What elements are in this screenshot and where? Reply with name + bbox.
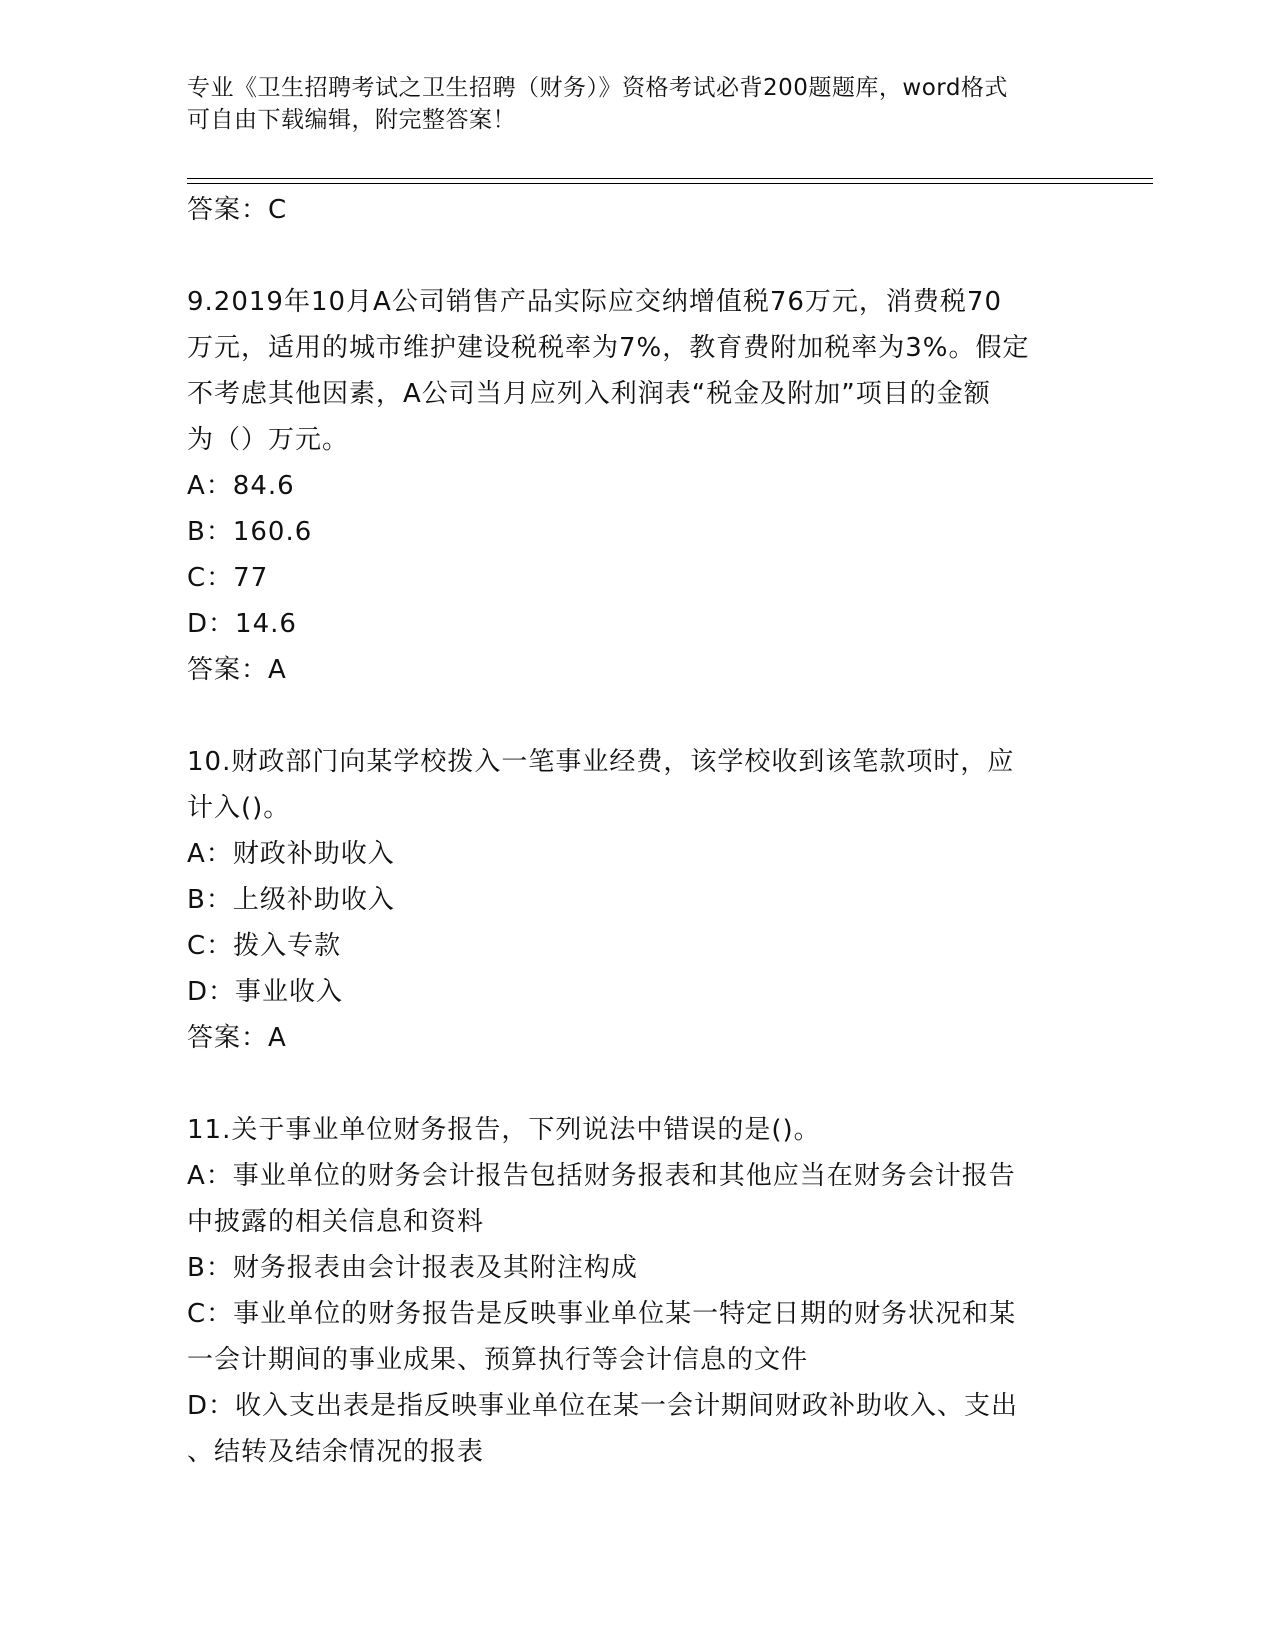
option-b: B：160.6: [187, 517, 313, 547]
option-d-line: D：收入支出表是指反映事业单位在某一会计期间财政补助收入、支出: [187, 1391, 1019, 1421]
option-d: D：14.6: [187, 609, 297, 639]
option-d-line: 、结转及结余情况的报表: [187, 1437, 485, 1467]
question-content: [187, 187, 1087, 1475]
option-a-line: A：事业单位的财务会计报告包括财务报表和其他应当在财务会计报告: [187, 1161, 1016, 1191]
option-a: A：84.6: [187, 471, 295, 501]
spacer: [187, 1061, 1087, 1107]
question-stem-line: 万元，适用的城市维护建设税税率为7%，教育费附加税率为3%。假定: [187, 333, 1030, 363]
header-line-2: 可自由下载编辑，附完整答案！: [187, 107, 516, 133]
spacer: [187, 233, 1087, 279]
option-c: C：拨入专款: [187, 931, 342, 961]
question-stem-line: 11.关于事业单位财务报告，下列说法中错误的是()。: [187, 1115, 821, 1145]
question-10: [187, 739, 1087, 1061]
question-stem-line: 不考虑其他因素，A公司当月应列入利润表“税金及附加”项目的金额: [187, 379, 991, 409]
question-stem-line: 9.2019年10月A公司销售产品实际应交纳增值税76万元，消费税70: [187, 287, 1003, 317]
option-c-line: C：事业单位的财务报告是反映事业单位某一特定日期的财务状况和某: [187, 1299, 1017, 1329]
header-divider-bottom: [187, 183, 1153, 184]
document-header: [187, 72, 1087, 136]
question-11: [187, 1107, 1087, 1475]
answer-label: 答案：A: [187, 655, 287, 685]
option-c-line: 一会计期间的事业成果、预算执行等会计信息的文件: [187, 1345, 809, 1375]
question-stem-line: 计入()。: [187, 793, 291, 823]
answer-label: 答案：C: [187, 195, 288, 225]
option-d: D：事业收入: [187, 977, 344, 1007]
option-a: A：财政补助收入: [187, 839, 395, 869]
question-9: [187, 279, 1087, 693]
question-stem-line: 为（）万元。: [187, 425, 350, 455]
answer-label: 答案：A: [187, 1023, 287, 1053]
header-line-1: 专业《卫生招聘考试之卫生招聘（财务）》资格考试必背200题题库，word格式: [187, 75, 1008, 101]
spacer: [187, 693, 1087, 739]
header-divider-top: [187, 178, 1153, 179]
option-b-line: B：财务报表由会计报表及其附注构成: [187, 1253, 638, 1283]
option-c: C：77: [187, 563, 269, 593]
option-b: B：上级补助收入: [187, 885, 395, 915]
question-stem-line: 10.财政部门向某学校拨入一笔事业经费，该学校收到该笔款项时，应: [187, 747, 1015, 777]
option-a-line: 中披露的相关信息和资料: [187, 1207, 485, 1237]
